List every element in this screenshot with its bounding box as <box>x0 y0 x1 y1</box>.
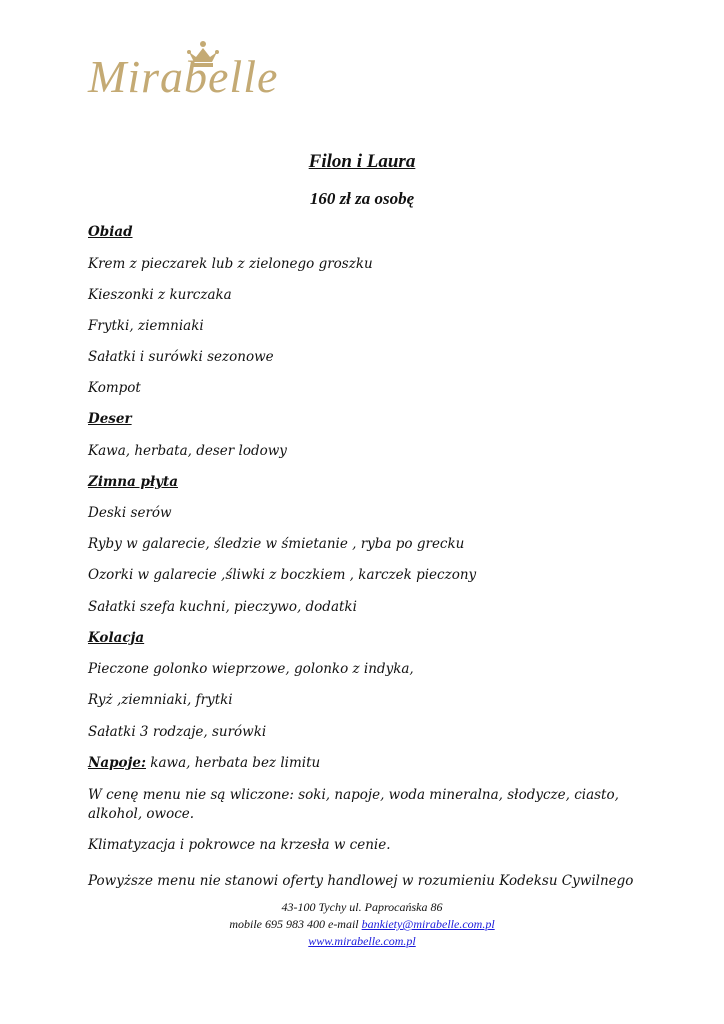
note-disclaimer: Powyższe menu nie stanowi oferty handlowej w rozumieniu Kodeksu Cywilnego <box>88 873 634 889</box>
section-heading-napoje: Napoje: <box>88 755 146 771</box>
menu-price: 160 zł za osobę <box>309 189 415 208</box>
note-included: Klimatyzacja i pokrowce na krzesła w cenie. <box>88 837 391 853</box>
email-link[interactable]: bankiety@mirabelle.com.pl <box>361 917 495 931</box>
section-heading-zimna-plyta: Zimna płyta <box>88 474 178 490</box>
menu-title: Filon i Laura <box>308 151 416 172</box>
menu-item: Ryby w galarecie, śledzie w śmietanie , ryba po grecku <box>88 536 465 552</box>
section-heading-deser: Deser <box>88 411 132 427</box>
napoje-text: kawa, herbata bez limitu <box>146 755 321 771</box>
menu-item: Kompot <box>88 380 141 396</box>
menu-item: Ozorki w galarecie ,śliwki z boczkiem , karczek pieczony <box>88 567 477 583</box>
section-heading-kolacja: Kolacja <box>88 630 145 646</box>
section-heading-obiad: Obiad <box>88 224 133 240</box>
footer-website <box>0 933 724 949</box>
menu-item: Frytki, ziemniaki <box>88 318 204 334</box>
menu-item: Sałatki 3 rodzaje, surówki <box>88 724 267 740</box>
menu-item: Kieszonki z kurczaka <box>88 287 232 303</box>
website-link[interactable]: www.mirabelle.com.pl <box>308 934 416 948</box>
footer-contact <box>0 916 724 932</box>
menu-item: Ryż ,ziemniaki, frytki <box>88 692 233 708</box>
footer-address: 43-100 Tychy ul. Paprocańska 86 <box>281 900 443 914</box>
menu-item: Krem z pieczarek lub z zielonego groszku <box>88 256 373 272</box>
menu-item: Sałatki i surówki sezonowe <box>88 349 274 365</box>
menu-item: Pieczone golonko wieprzowe, golonko z indyka, <box>88 661 414 677</box>
napoje-line <box>88 754 628 773</box>
note-excluded: W cenę menu nie są wliczone: soki, napoje, woda mineralna, słodycze, ciasto, alkohol, owoce. <box>88 787 619 822</box>
footer-phone: mobile 695 983 400 e-mail <box>229 917 362 931</box>
menu-item: Deski serów <box>88 505 172 521</box>
menu-item: Kawa, herbata, deser lodowy <box>88 443 287 459</box>
logo-wordmark: Mirabelle <box>88 51 279 102</box>
menu-item: Sałatki szefa kuchni, pieczywo, dodatki <box>88 599 357 615</box>
mirabelle-logo <box>88 40 298 110</box>
